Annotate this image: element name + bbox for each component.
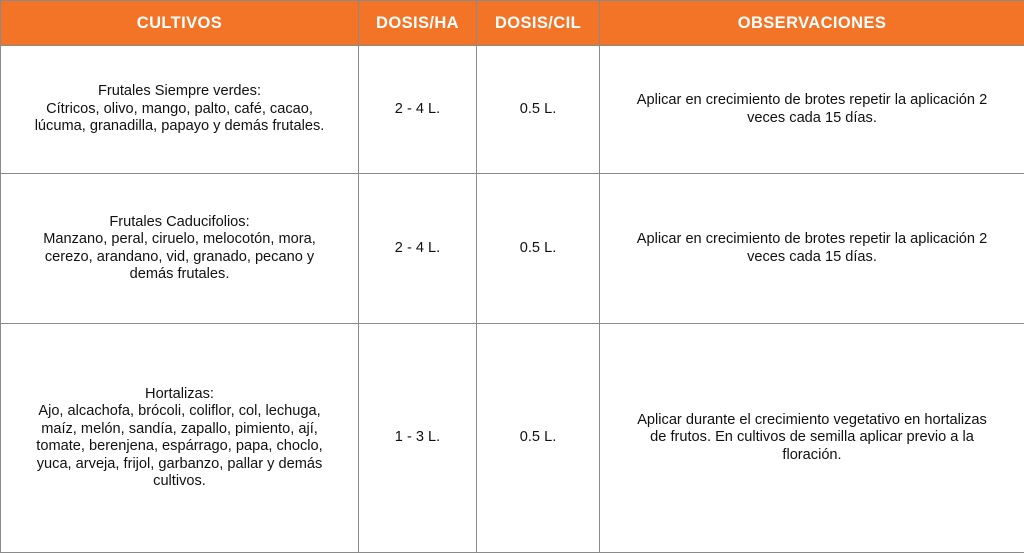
dosis-cil-cell: 0.5 L. bbox=[477, 174, 600, 324]
header-row bbox=[1, 1, 1024, 46]
observaciones-cell bbox=[600, 324, 1024, 553]
cultivo-line: cerezo, arandano, vid, granado, pecano y bbox=[5, 249, 354, 267]
dosis-cil-cell: 0.5 L. bbox=[477, 46, 600, 174]
cultivo-line: cultivos. bbox=[5, 473, 354, 491]
table-body bbox=[1, 46, 1024, 553]
table-row bbox=[1, 324, 1024, 553]
observacion-line: Aplicar en crecimiento de brotes repetir la aplicación 2 bbox=[604, 231, 1020, 249]
observaciones-cell bbox=[600, 174, 1024, 324]
table-header bbox=[1, 1, 1024, 46]
cultivo-line: yuca, arveja, frijol, garbanzo, pallar y demás bbox=[5, 456, 354, 474]
cultivo-line: tomate, berenjena, espárrago, papa, choclo, bbox=[5, 438, 354, 456]
cultivo-line: lúcuma, granadilla, papayo y demás frutales. bbox=[5, 118, 354, 136]
dosis-cil-cell: 0.5 L. bbox=[477, 324, 600, 553]
observacion-line: veces cada 15 días. bbox=[604, 110, 1020, 128]
dosis-ha-cell: 2 - 4 L. bbox=[359, 174, 477, 324]
observacion-line: floración. bbox=[604, 447, 1020, 465]
cultivo-line: maíz, melón, sandía, zapallo, pimiento, ají, bbox=[5, 421, 354, 439]
cultivo-line: demás frutales. bbox=[5, 266, 354, 284]
cultivo-line: Manzano, peral, ciruelo, melocotón, mora, bbox=[5, 231, 354, 249]
table-row bbox=[1, 174, 1024, 324]
observaciones-cell bbox=[600, 46, 1024, 174]
header-dosis-ha: DOSIS/HA bbox=[359, 1, 477, 46]
header-cultivos: CULTIVOS bbox=[1, 1, 359, 46]
cultivo-cell bbox=[1, 174, 359, 324]
dosis-ha-cell: 1 - 3 L. bbox=[359, 324, 477, 553]
cultivo-line: Frutales Caducifolios: bbox=[5, 214, 354, 232]
header-dosis-cil: DOSIS/CIL bbox=[477, 1, 600, 46]
header-observaciones: OBSERVACIONES bbox=[600, 1, 1024, 46]
cultivo-line: Frutales Siempre verdes: bbox=[5, 83, 354, 101]
observacion-line: Aplicar durante el crecimiento vegetativo en hortalizas bbox=[604, 412, 1020, 430]
observacion-line: veces cada 15 días. bbox=[604, 249, 1020, 267]
cultivo-cell bbox=[1, 324, 359, 553]
dosis-ha-cell: 2 - 4 L. bbox=[359, 46, 477, 174]
cultivo-line: Hortalizas: bbox=[5, 386, 354, 404]
table-row bbox=[1, 46, 1024, 174]
observacion-line: de frutos. En cultivos de semilla aplicar previo a la bbox=[604, 429, 1020, 447]
cultivo-line: Cítricos, olivo, mango, palto, café, cacao, bbox=[5, 101, 354, 119]
cultivo-line: Ajo, alcachofa, brócoli, coliflor, col, lechuga, bbox=[5, 403, 354, 421]
observacion-line: Aplicar en crecimiento de brotes repetir la aplicación 2 bbox=[604, 92, 1020, 110]
cultivo-cell bbox=[1, 46, 359, 174]
